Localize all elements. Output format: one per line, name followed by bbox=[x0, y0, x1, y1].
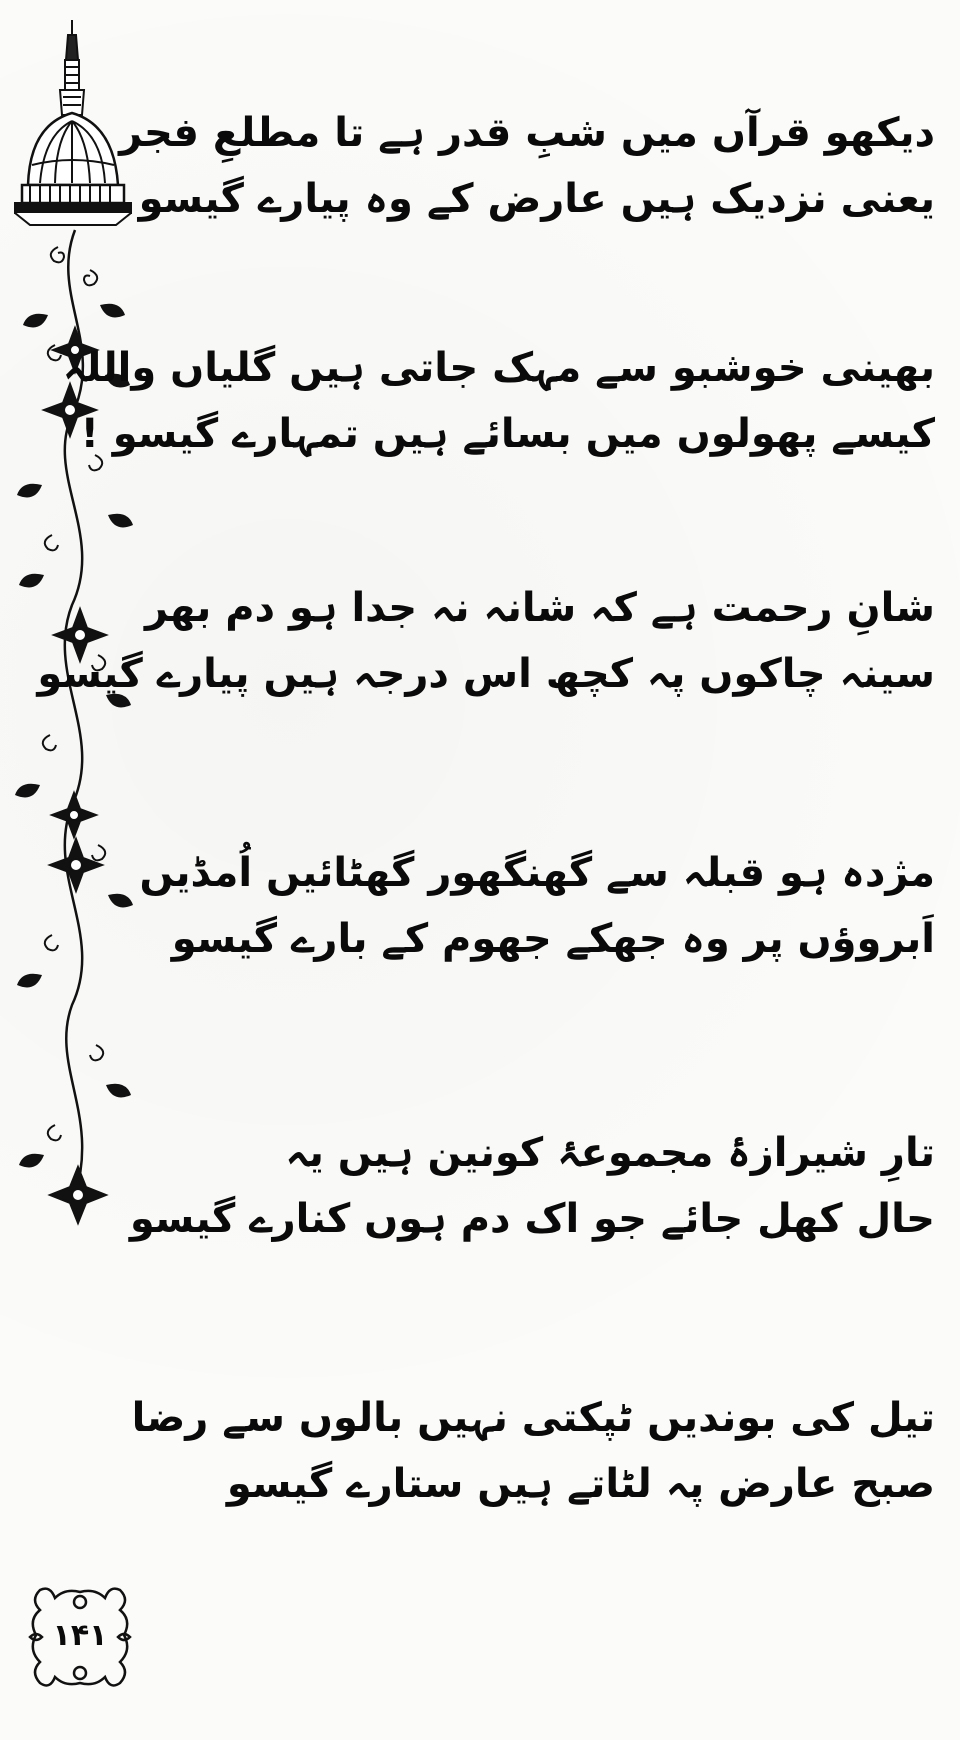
stanza bbox=[129, 1120, 935, 1252]
verse-line: تارِ شیرازۂ مجموعۂ کونین ہیں یہ bbox=[285, 1130, 935, 1176]
page-number-frame bbox=[20, 1580, 140, 1695]
page-number: ۱۴۱ bbox=[52, 1618, 108, 1653]
stanza bbox=[62, 335, 935, 467]
verse-line: حال کھل جائے جو اک دم ہوں کنارے گیسو bbox=[129, 1196, 935, 1242]
verse-line: یعنی نزدیک ہیں عارض کے وہ پیارے گیسو bbox=[138, 176, 935, 222]
decorative-border bbox=[10, 15, 145, 1255]
stanza bbox=[139, 840, 935, 972]
stanza bbox=[37, 575, 935, 707]
verse-line: صبح عارض پہ لٹاتے ہیں ستارے گیسو bbox=[226, 1461, 935, 1507]
stanza bbox=[131, 1385, 935, 1517]
verse-line: شانِ رحمت ہے کہ شانہ نہ جدا ہو دم بھر bbox=[145, 585, 935, 631]
verse-line: تیل کی بوندیں ٹپکتی نہیں بالوں سے رضا bbox=[131, 1395, 935, 1441]
verse-line: اَبروؤں پر وہ جھکے جھوم کے بارے گیسو bbox=[171, 916, 935, 962]
verse-line: سینہ چاکوں پہ کچھ اس درجہ ہیں پیارے گیسو bbox=[37, 651, 935, 697]
verse-line: مژدہ ہو قبلہ سے گھنگھور گھٹائیں اُمڈیں bbox=[139, 850, 935, 896]
verse-line: دیکھو قرآں میں شبِ قدر ہے تا مطلعِ فجر bbox=[119, 110, 935, 156]
stanza bbox=[119, 100, 935, 232]
minaret-dome-icon bbox=[15, 20, 131, 225]
verse-line: کیسے پھولوں میں بسائے ہیں تمہارے گیسو ! bbox=[80, 411, 935, 457]
floral-vine-border-icon bbox=[10, 15, 145, 1255]
verse-line: بھینی خوشبو سے مہک جاتی ہیں گلیاں واللہ bbox=[62, 345, 935, 391]
